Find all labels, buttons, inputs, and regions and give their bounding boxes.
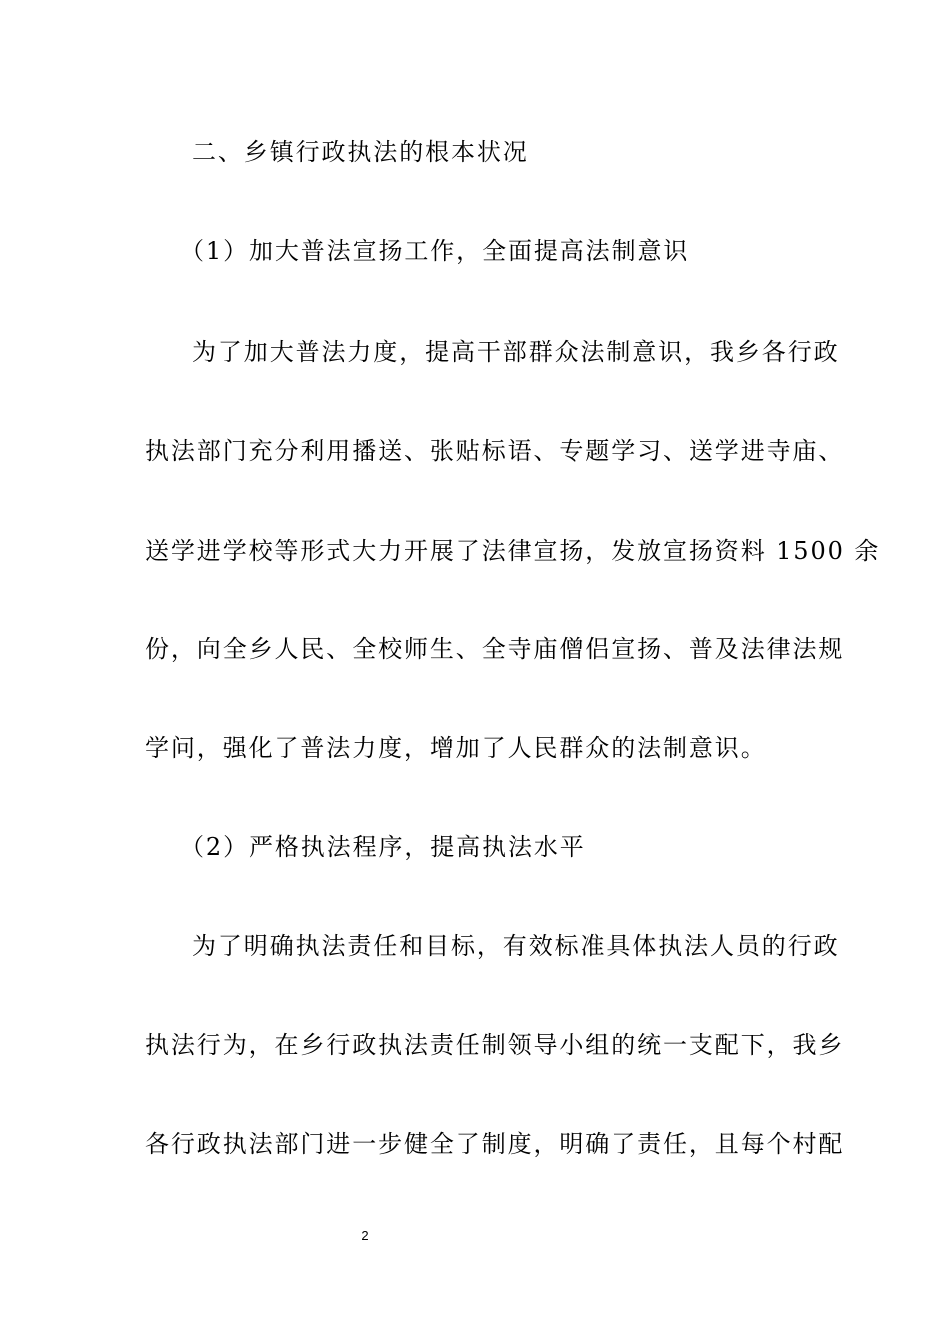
paragraph-line: 份，向全乡人民、全校师生、全寺庙僧侣宣扬、普及法律法规	[145, 635, 845, 663]
paragraph-line: 为了明确执法责任和目标，有效标准具体执法人员的行政	[192, 932, 840, 960]
subsection-title-2: （2）严格执法程序，提高执法水平	[180, 833, 586, 861]
subsection-title-1: （1）加大普法宣扬工作，全面提高法制意识	[180, 237, 690, 265]
paragraph-line: 送学进学校等形式大力开展了法律宣扬，发放宣扬资料 1500 余	[145, 537, 881, 565]
paragraph-line: 为了加大普法力度，提高干部群众法制意识，我乡各行政	[192, 338, 840, 366]
page-number: 2	[361, 1228, 369, 1243]
paragraph-line: 各行政执法部门进一步健全了制度，明确了责任，且每个村配	[145, 1130, 845, 1158]
paragraph-line: 执法部门充分利用播送、张贴标语、专题学习、送学进寺庙、	[145, 437, 845, 465]
paragraph-line: 学问，强化了普法力度，增加了人民群众的法制意识。	[145, 734, 767, 762]
section-heading: 二、乡镇行政执法的根本状况	[192, 138, 529, 166]
paragraph-line: 执法行为，在乡行政执法责任制领导小组的统一支配下，我乡	[145, 1031, 845, 1059]
